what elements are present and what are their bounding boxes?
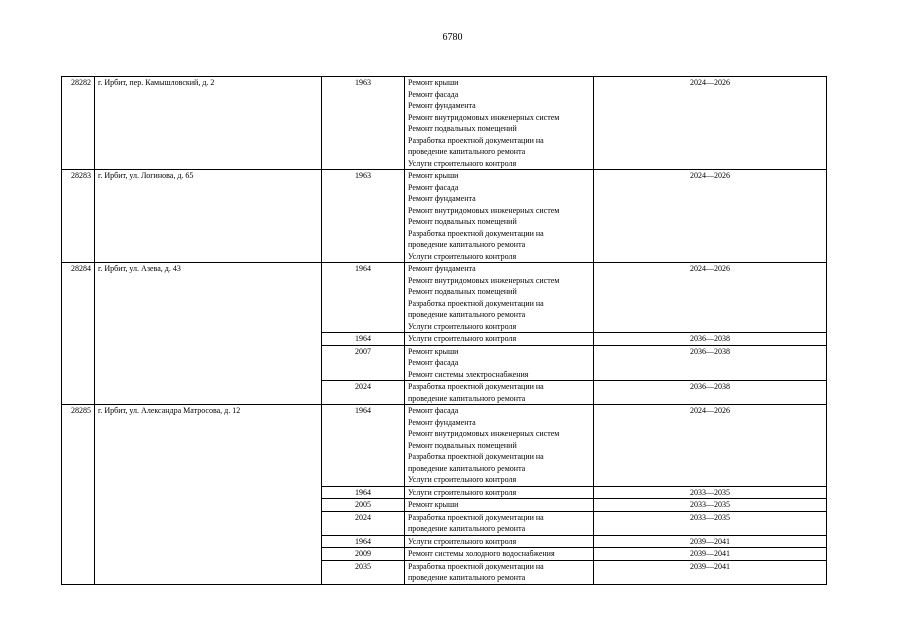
record-number: 28283 [62,170,95,263]
work-type-line: Разработка проектной документации на [408,382,544,391]
work-types-cell [405,499,594,512]
capital-repair-table [61,76,827,585]
year-cell: 2005 [322,499,405,512]
work-types-cell [405,170,594,263]
work-type-line: Ремонт фундамента [408,194,476,203]
repair-period-cell: 2033—2035 [594,499,827,512]
repair-period-cell: 2039—2041 [594,535,827,548]
repair-period-cell: 2024—2026 [594,263,827,333]
table-body [62,77,827,585]
work-type-line: Ремонт подвальных помещений [408,217,517,226]
work-type-line: Услуги строительного контроля [408,487,517,497]
work-type-line: Ремонт внутридомовых инженерных систем [408,205,560,215]
work-type-line: Ремонт фундамента [408,264,476,273]
work-type-line: Ремонт подвальных помещений [408,440,517,450]
repair-period-cell: 2039—2041 [594,560,827,584]
table-row [62,263,827,333]
work-types-cell [405,486,594,499]
building-address: г. Ирбит, ул. Азева, д. 43 [95,263,322,405]
year-cell: 1964 [322,263,405,333]
work-type-line: Ремонт внутридомовых инженерных систем [408,275,560,285]
work-types-cell [405,77,594,170]
work-type-line: Разработка проектной документации на [408,452,544,461]
work-type-line: Услуги строительного контроля [408,475,517,484]
year-cell: 2024 [322,381,405,405]
year-cell: 2009 [322,548,405,561]
work-type-line: проведение капитального ремонта [408,310,526,319]
year-cell: 2007 [322,345,405,381]
work-type-line: Ремонт фасада [408,89,459,99]
year-cell: 1963 [322,77,405,170]
work-type-line: Ремонт подвальных помещений [408,124,517,133]
table-row [62,77,827,170]
work-type-line: Ремонт крыши [408,346,459,356]
record-number: 28284 [62,263,95,405]
work-type-line: проведение капитального ремонта [408,463,526,473]
work-type-line: Ремонт внутридомовых инженерных систем [408,429,560,438]
work-type-line: проведение капитального ремонта [408,147,526,156]
table-row [62,170,827,263]
work-type-line: Разработка проектной документации на [408,561,544,571]
table-row [62,405,827,487]
work-type-line: Ремонт подвальных помещений [408,287,517,296]
work-type-line: проведение капитального ремонта [408,240,526,249]
work-type-line: Разработка проектной документации на [408,512,544,522]
work-type-line: Ремонт фасада [408,358,459,367]
work-types-cell [405,560,594,584]
year-cell: 2024 [322,511,405,535]
work-types-cell [405,405,594,487]
work-type-line: Ремонт системы электроснабжения [408,369,529,379]
page-number: 6780 [442,32,463,43]
work-type-line: Ремонт фундамента [408,417,476,427]
work-type-line: проведение капитального ремонта [408,524,526,533]
work-types-cell [405,511,594,535]
repair-period-cell: 2033—2035 [594,486,827,499]
building-address: г. Ирбит, ул. Александра Матросова, д. 12 [95,405,322,585]
work-type-line: Услуги строительного контроля [408,158,517,168]
work-types-cell [405,345,594,381]
work-type-line: Ремонт системы холодного водоснабжения [408,549,555,558]
work-type-line: Ремонт крыши [408,78,459,87]
work-type-line: Услуги строительного контроля [408,536,517,546]
work-type-line: Ремонт крыши [408,171,459,180]
work-types-cell [405,548,594,561]
repair-period-cell: 2033—2035 [594,511,827,535]
year-cell: 2035 [322,560,405,584]
repair-period-cell: 2024—2026 [594,405,827,487]
work-type-line: Разработка проектной документации на [408,228,544,238]
work-type-line: Разработка проектной документации на [408,135,544,145]
building-address: г. Ирбит, ул. Логинова, д. 65 [95,170,322,263]
year-cell: 1964 [322,486,405,499]
work-types-cell [405,381,594,405]
year-cell: 1963 [322,170,405,263]
work-type-line: Ремонт внутридомовых инженерных систем [408,112,560,122]
work-types-cell [405,535,594,548]
work-type-line: Услуги строительного контроля [408,334,517,343]
repair-period-cell: 2039—2041 [594,548,827,561]
year-cell: 1964 [322,535,405,548]
work-type-line: проведение капитального ремонта [408,393,526,403]
repair-period-cell: 2036—2038 [594,345,827,381]
work-type-line: Услуги строительного контроля [408,251,517,261]
work-type-line: Услуги строительного контроля [408,321,517,331]
work-type-line: Ремонт крыши [408,500,459,509]
record-number: 28285 [62,405,95,585]
work-types-cell [405,263,594,333]
work-type-line: Ремонт фасада [408,182,459,192]
repair-period-cell: 2036—2038 [594,333,827,346]
work-type-line: Разработка проектной документации на [408,298,544,308]
record-number: 28282 [62,77,95,170]
work-type-line: Ремонт фундамента [408,101,476,110]
repair-period-cell: 2024—2026 [594,77,827,170]
repair-period-cell: 2036—2038 [594,381,827,405]
building-address: г. Ирбит, пер. Камышловский, д. 2 [95,77,322,170]
work-type-line: проведение капитального ремонта [408,573,526,582]
work-types-cell [405,333,594,346]
repair-period-cell: 2024—2026 [594,170,827,263]
year-cell: 1964 [322,333,405,346]
work-type-line: Ремонт фасада [408,406,459,415]
year-cell: 1964 [322,405,405,487]
